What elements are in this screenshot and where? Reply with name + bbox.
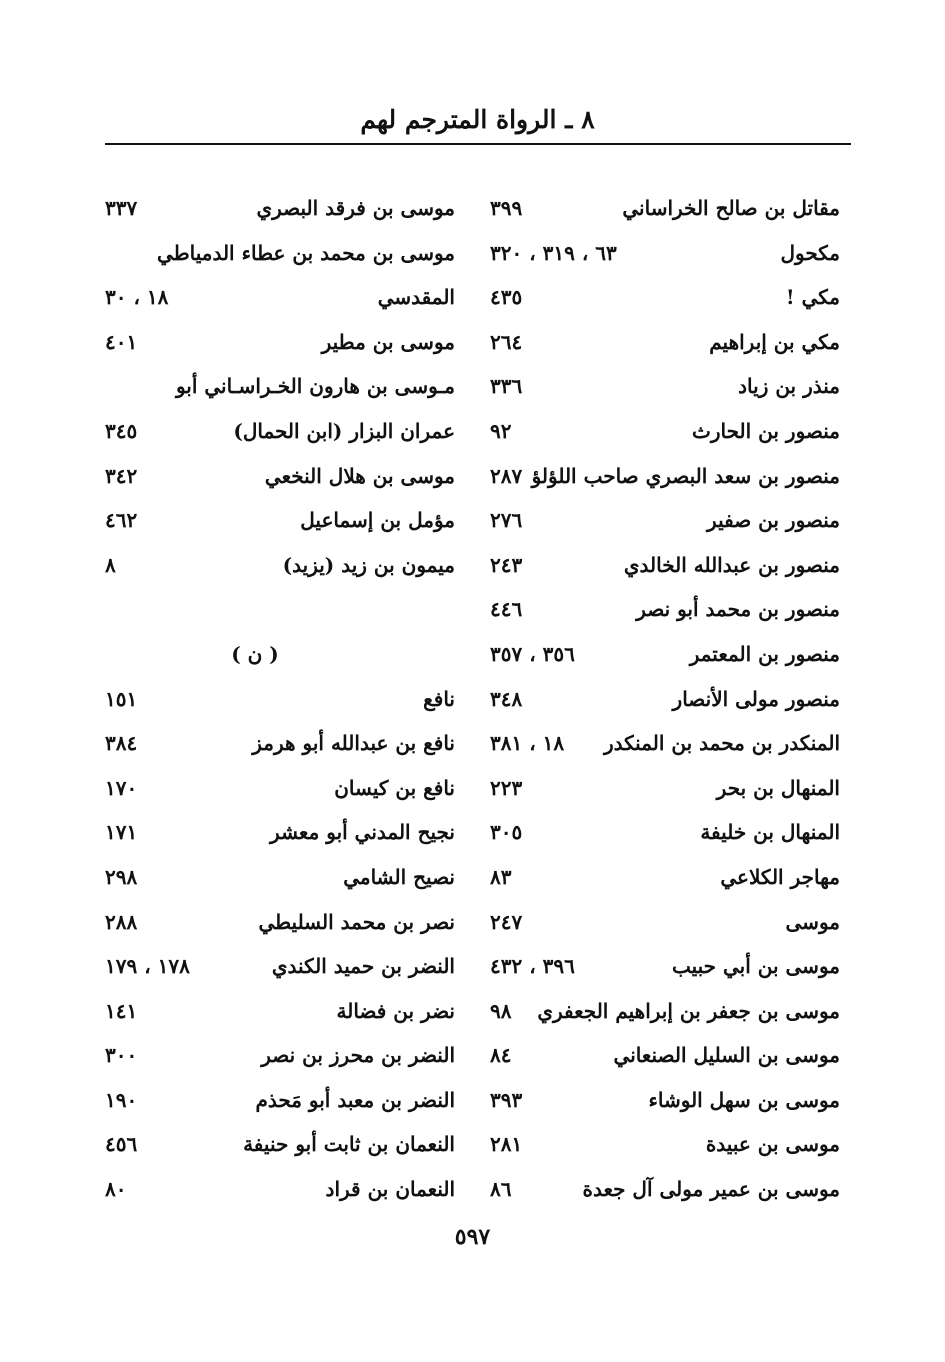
index-entry	[105, 543, 455, 588]
page-references: ١٨ ، ٣٠	[105, 285, 169, 310]
right-column	[490, 186, 840, 1212]
narrator-name: نافع بن كيسان	[334, 775, 455, 800]
index-entry	[490, 900, 840, 945]
index-entry	[490, 1078, 840, 1123]
index-entry	[105, 364, 455, 409]
index-entry	[105, 454, 455, 499]
index-entry	[490, 543, 840, 588]
index-entry	[490, 231, 840, 276]
index-entry	[490, 677, 840, 722]
narrator-name: موسى بن هلال النخعي	[264, 463, 455, 488]
narrator-name: منصور مولى الأنصار	[672, 686, 840, 711]
page-references: ٨٠	[105, 1177, 127, 1202]
index-entry	[105, 989, 455, 1034]
page-references: ٤٤٦	[490, 597, 523, 622]
narrator-name: مـوسى بن هارون الخـراسـاني أبو	[175, 374, 455, 399]
index-entry	[490, 587, 840, 632]
narrator-name: المقدسي	[377, 285, 455, 310]
page-references: ٣٣٦	[490, 374, 523, 399]
page-references: ٤٦٢	[105, 508, 138, 533]
index-entry	[105, 855, 455, 900]
index-entry	[105, 275, 455, 320]
page-references: ٣٨٤	[105, 731, 138, 756]
narrator-name: النعمان بن قراد	[325, 1177, 455, 1202]
narrator-name: نضر بن فضالة	[336, 998, 455, 1023]
narrator-name: مكي !	[785, 285, 840, 310]
page-references: ٩٢	[490, 418, 512, 443]
narrator-name: منذر بن زياد	[738, 374, 840, 399]
index-entry	[490, 989, 840, 1034]
narrator-name: منصور بن محمد أبو نصر	[636, 597, 840, 622]
narrator-name: مكحول	[780, 240, 840, 265]
narrator-name: منصور بن سعد البصري صاحب اللؤلؤ	[531, 463, 840, 488]
page-references: ٣٤٢	[105, 463, 138, 488]
narrator-name: نصيح الشامي	[343, 864, 455, 889]
index-entry	[490, 810, 840, 855]
section-letter-heading	[105, 632, 455, 677]
page-references: ٦٣ ، ٣١٩ ، ٣٢٠	[490, 240, 617, 265]
narrator-name: موسى بن فرقد البصري	[256, 196, 455, 220]
page-references: ١٤١	[105, 998, 138, 1023]
index-entry	[105, 587, 455, 632]
index-entry	[490, 409, 840, 454]
page-references: ٣٣٧	[105, 196, 138, 220]
narrator-name: موسى بن سهل الوشاء	[648, 1087, 840, 1112]
narrator-name: مهاجر الكلاعي	[720, 864, 840, 889]
index-entry	[490, 1122, 840, 1167]
page-references: ١٥١	[105, 686, 138, 711]
narrator-name: منصور بن صفير	[707, 508, 840, 533]
index-entry	[105, 1122, 455, 1167]
page-references: ٢٧٦	[490, 508, 523, 533]
narrator-name: مقاتل بن صالح الخراساني	[622, 196, 840, 220]
index-entry	[490, 498, 840, 543]
narrator-name: منصور بن الحارث	[692, 418, 840, 443]
page-references: ٤٠١	[105, 329, 138, 354]
page-references: ٣٤٥	[105, 418, 138, 443]
page-references: ٨	[105, 552, 116, 577]
page-references: ٤٥٦	[105, 1132, 138, 1157]
page-references: ١٧٠	[105, 775, 138, 800]
page-references: ٢٦٤	[490, 329, 523, 354]
narrator-name: موسى بن أبي حبيب	[671, 954, 840, 979]
index-entry	[105, 231, 455, 276]
page-number: ٥٩٧	[454, 1224, 491, 1250]
index-entry	[105, 944, 455, 989]
narrator-name: نجيح المدني أبو معشر	[270, 820, 455, 845]
page-references: ٨٤	[490, 1043, 512, 1068]
index-entry	[105, 766, 455, 811]
narrator-name: مؤمل بن إسماعيل	[300, 508, 455, 533]
index-entry	[490, 721, 840, 766]
page-references: ٢٨١	[490, 1132, 523, 1157]
page-references: ٤٣٥	[490, 285, 523, 310]
index-entry	[490, 855, 840, 900]
header-rule	[105, 143, 851, 145]
page-references: ٣٥٦ ، ٣٥٧	[490, 641, 575, 666]
page-references: ١٧١	[105, 820, 138, 845]
narrator-name: موسى بن محمد بن عطاء الدمياطي	[157, 240, 455, 265]
index-entry	[105, 677, 455, 722]
left-column	[105, 186, 455, 1212]
index-entry	[105, 810, 455, 855]
index-entry	[105, 320, 455, 365]
page-references: ٢٢٣	[490, 775, 523, 800]
narrator-name: مكي بن إبراهيم	[709, 329, 840, 354]
index-entry	[105, 1167, 455, 1212]
index-entry	[490, 186, 840, 231]
page-references: ٣٩٦ ، ٤٣٢	[490, 954, 575, 979]
page-references: ٣٠٠	[105, 1043, 138, 1068]
index-entry	[105, 721, 455, 766]
narrator-name: النضر بن معبد أبو مَحذم	[255, 1087, 455, 1112]
index-entry	[490, 632, 840, 677]
narrator-name: عمران البزار (ابن الحمال)	[233, 418, 455, 443]
narrator-name: المنهال بن خليفة	[700, 820, 840, 845]
page-references: ١٨ ، ٣٨١	[490, 731, 565, 756]
narrator-name: النضر بن محرز بن نصر	[261, 1043, 455, 1068]
index-entry	[490, 454, 840, 499]
page-references: ٨٦	[490, 1177, 512, 1202]
narrator-name: نصر بن محمد السليطي	[258, 909, 455, 934]
index-entry	[105, 900, 455, 945]
index-entry	[490, 1033, 840, 1078]
index-entry	[105, 498, 455, 543]
narrator-name: موسى بن السليل الصنعاني	[613, 1043, 840, 1068]
index-entry	[490, 944, 840, 989]
page-references: ٢٨٧	[490, 463, 523, 488]
narrator-name: موسى بن عبيدة	[705, 1132, 840, 1157]
narrator-name: موسى بن مطير	[321, 329, 455, 354]
narrator-name: منصور بن المعتمر	[689, 641, 840, 666]
page-references: ١٩٠	[105, 1087, 138, 1112]
page-references: ٢٨٨	[105, 909, 138, 934]
narrator-name: المنكدر بن محمد بن المنكدر	[603, 731, 840, 756]
index-entry	[490, 1167, 840, 1212]
page-references: ٣٩٩	[490, 196, 523, 220]
page-references: ٩٨	[490, 998, 512, 1023]
page-references: ١٧٨ ، ١٧٩	[105, 954, 190, 979]
narrator-name: النعمان بن ثابت أبو حنيفة	[243, 1132, 455, 1157]
narrator-name: منصور بن عبدالله الخالدي	[623, 552, 840, 577]
narrator-name: نافع بن عبدالله أبو هرمز	[252, 731, 455, 756]
index-entry	[490, 766, 840, 811]
narrator-name: النضر بن حميد الكندي	[271, 954, 455, 979]
narrator-name: المنهال بن بحر	[716, 775, 840, 800]
index-entry	[490, 320, 840, 365]
page-references: ٣٤٨	[490, 686, 523, 711]
page-header-title: ٨ ـ الرواة المترجم لهم	[360, 105, 595, 134]
narrator-name: موسى بن جعفر بن إبراهيم الجعفري	[537, 998, 840, 1023]
page-references: ٣٠٥	[490, 820, 523, 845]
page-references: ٢٤٧	[490, 909, 523, 934]
narrator-name: نافع	[423, 686, 455, 711]
narrator-name: ميمون بن زيد (يزيد)	[282, 552, 455, 577]
index-entry	[490, 364, 840, 409]
narrator-name: موسى بن عمير مولى آل جعدة	[582, 1177, 840, 1202]
narrator-name: ( ن )	[231, 641, 279, 666]
page-references: ٢٩٨	[105, 864, 138, 889]
page-references: ٨٣	[490, 864, 512, 889]
page-references: ٢٤٣	[490, 552, 523, 577]
page-references: ٣٩٣	[490, 1087, 523, 1112]
index-entry	[490, 275, 840, 320]
index-entry	[105, 186, 455, 231]
index-entry	[105, 409, 455, 454]
index-entry	[105, 1078, 455, 1123]
narrator-name: موسى	[785, 909, 840, 934]
index-entry	[105, 1033, 455, 1078]
